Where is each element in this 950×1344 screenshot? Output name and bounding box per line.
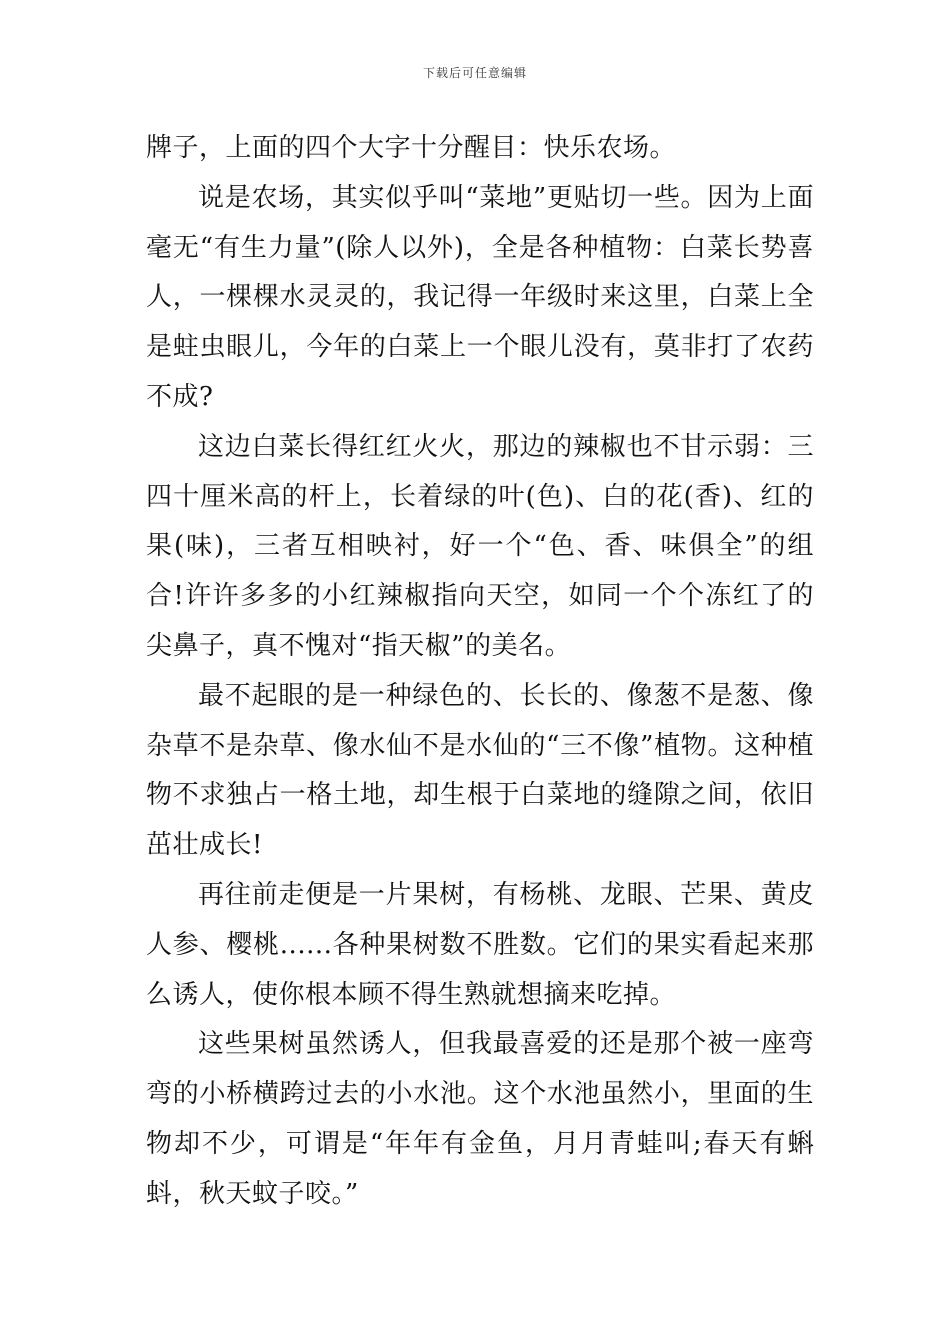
paragraph-continued: 牌子，上面的四个大字十分醒目：快乐农场。 [146,133,677,163]
paragraph: 再往前走便是一片果树，有杨桃、龙眼、芒果、黄皮人参、樱桃......各种果树数不胜数。它们的果实看起来那么诱人，使你根本顾不得生熟就想摘来吃掉。 [146,879,814,1010]
paragraph: 最不起眼的是一种绿色的、长长的、像葱不是葱、像杂草不是杂草、像水仙不是水仙的“三不像”植物。这种植物不求独占一格土地，却生根于白菜地的缝隙之间，依旧茁壮成长! [146,680,814,861]
paragraph: 说是农场，其实似乎叫“菜地”更贴切一些。因为上面毫无“有生力量”(除人以外)，全是各种植物：白菜长势喜人，一棵棵水灵灵的，我记得一年级时来这里，白菜上全是蛀虫眼儿，今年的白菜上一个眼儿没有，莫非打了农药不成? [146,182,814,412]
paragraph: 这边白菜长得红红火火，那边的辣椒也不甘示弱：三四十厘米高的杆上，长着绿的叶(色)、白的花(香)、红的果(味)，三者互相映衬，好一个“色、香、味俱全”的组合!许许多多的小红辣椒指向天空，如同一个个冻红了的尖鼻子，真不愧对“指天椒”的美名。 [146,431,814,661]
paragraph: 这些果树虽然诱人，但我最喜爱的还是那个被一座弯弯的小桥横跨过去的小水池。这个水池虽然小，里面的生物却不少，可谓是“年年有金鱼，月月青蛙叫;春天有蝌蚪，秋天蚊子咬。” [146,1029,814,1209]
document-body [146,124,814,1220]
header-note: 下载后可任意编辑 [422,66,527,80]
